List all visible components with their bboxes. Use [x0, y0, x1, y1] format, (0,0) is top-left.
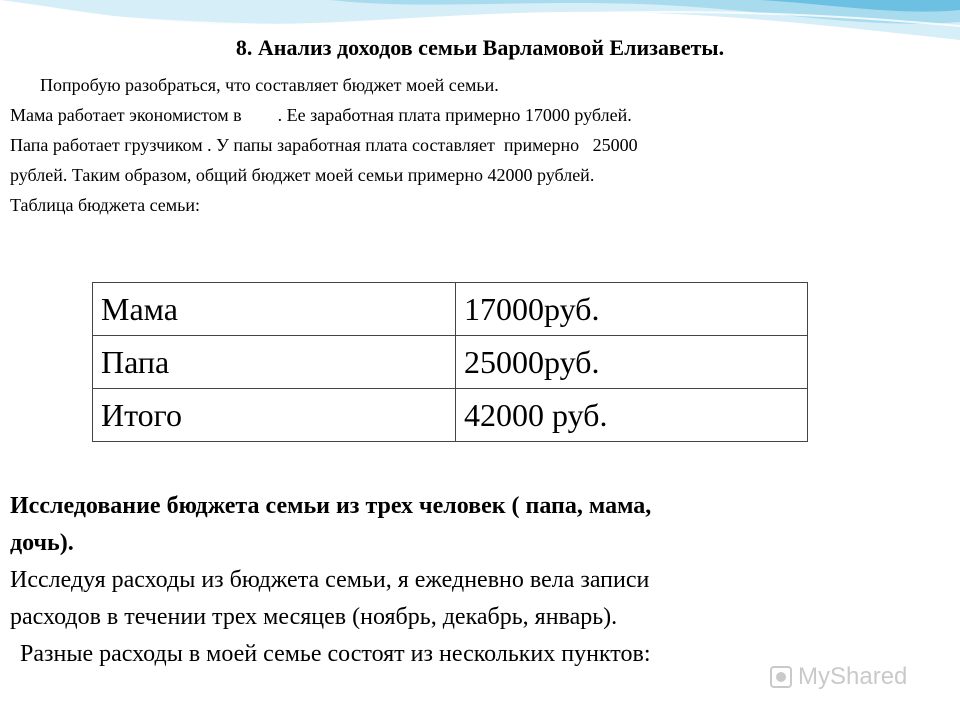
table-cell-amount: 17000руб. [456, 283, 808, 336]
research-section [10, 488, 950, 673]
research-body-line-3: Разные расходы в моей семье состоят из нескольких пунктов: [20, 641, 651, 667]
intro-paragraph [10, 70, 955, 220]
table-cell-name: Папа [93, 336, 456, 389]
intro-line-5: Таблица бюджета семьи: [10, 195, 201, 215]
table-cell-amount: 25000руб. [456, 336, 808, 389]
intro-line-4: рублей. Таким образом, общий бюджет моей семьи примерно 42000 рублей. [10, 165, 595, 185]
research-heading-line-1: Исследование бюджета семьи из трех человек ( папа, мама, [10, 493, 652, 519]
table-cell-name: Мама [93, 283, 456, 336]
table-cell-amount: 42000 руб. [456, 389, 808, 442]
research-heading-line-2: дочь). [10, 530, 74, 556]
research-body-line-1: Исследуя расходы из бюджета семьи, я ежедневно вела записи [10, 567, 650, 593]
watermark [768, 662, 928, 692]
table-row [93, 283, 808, 336]
intro-line-3: Папа работает грузчиком . У папы заработная плата составляет примерно 25000 [10, 135, 638, 155]
table-row [93, 389, 808, 442]
budget-table [92, 282, 808, 442]
slide-title: 8. Анализ доходов семьи Варламовой Елизаветы. [235, 35, 725, 60]
research-body-line-2: расходов в течении трех месяцев (ноябрь, декабрь, январь). [10, 604, 618, 630]
table-row [93, 336, 808, 389]
intro-line-1: Попробую разобраться, что составляет бюджет моей семьи. [40, 75, 499, 95]
myshared-logo-icon [768, 664, 794, 690]
watermark-text: MyShared [798, 663, 908, 690]
intro-line-2: Мама работает экономистом в . Ее заработная плата примерно 17000 рублей. [10, 105, 632, 125]
table-cell-name: Итого [93, 389, 456, 442]
